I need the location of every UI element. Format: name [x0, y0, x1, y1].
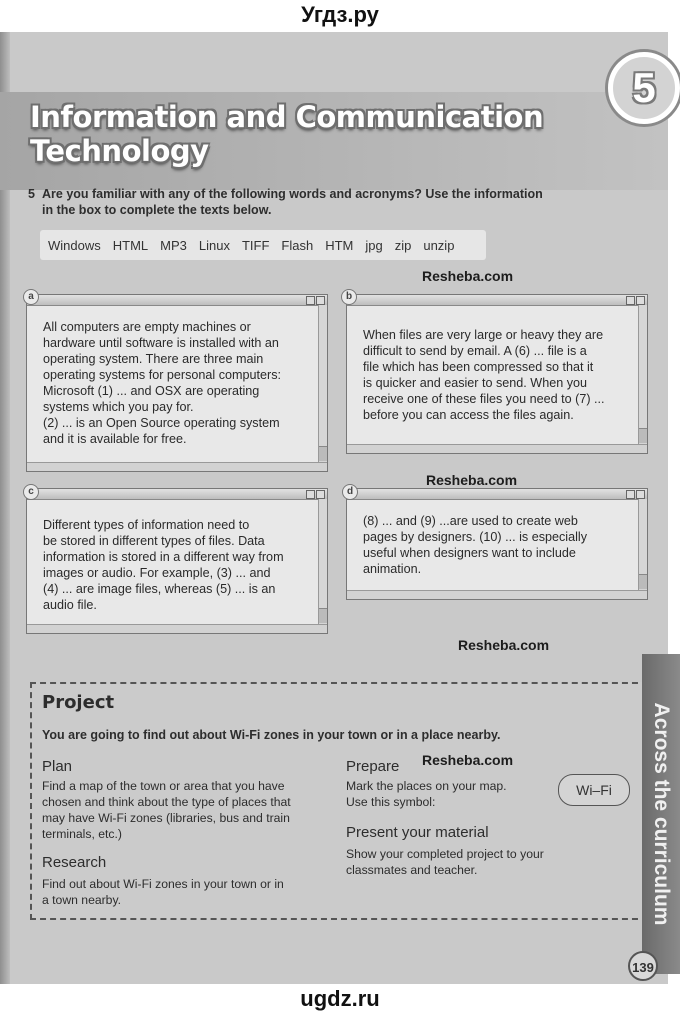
minimize-icon[interactable]: [306, 296, 315, 305]
site-title-bottom: ugdz.ru: [0, 984, 680, 1016]
minimize-icon[interactable]: [626, 296, 635, 305]
word-item: Windows: [48, 237, 101, 253]
window-label: d: [342, 484, 358, 500]
word-item: HTM: [325, 237, 354, 253]
prepare-heading: Prepare: [346, 758, 400, 775]
minimize-icon[interactable]: [626, 490, 635, 499]
plan-text: Find a map of the town or area that you have chosen and think about the type of places that may have Wi-Fi zones (libraries, bus and train terminals, etc.): [42, 779, 291, 841]
present-text: Show your completed project to your classmates and teacher.: [346, 847, 544, 877]
window-status-bar: [27, 624, 327, 633]
text-window-a: [26, 294, 328, 472]
scrollbar[interactable]: [638, 499, 647, 591]
curriculum-side-text: Across the curriculum: [650, 702, 673, 926]
window-title-bar: [347, 295, 647, 306]
page-number: 139: [628, 951, 658, 981]
plan-heading: Plan: [42, 758, 73, 775]
project-intro: You are going to find out about Wi-Fi zones in your town or in a place nearby.: [42, 728, 501, 742]
window-status-bar: [27, 462, 327, 471]
word-box: [40, 230, 486, 260]
text-window-d: [346, 488, 648, 600]
word-item: unzip: [423, 237, 455, 253]
window-title-bar: [27, 295, 327, 306]
word-item: TIFF: [241, 237, 270, 253]
window-label: a: [23, 289, 39, 305]
maximize-icon[interactable]: [636, 296, 645, 305]
watermark: Resheba.com: [422, 268, 514, 284]
scroll-thumb[interactable]: [319, 446, 327, 461]
present-heading: Present your material: [346, 824, 489, 841]
word-item: MP3: [160, 237, 187, 253]
watermark: Resheba.com: [426, 472, 518, 488]
site-title-top: Угдз.ру: [0, 0, 680, 32]
word-item: Linux: [198, 237, 230, 253]
project-box: [30, 682, 648, 920]
minimize-icon[interactable]: [306, 490, 315, 499]
scrollbar[interactable]: [318, 499, 327, 625]
wifi-symbol: Wi–Fi: [558, 774, 630, 806]
word-item: jpg: [365, 237, 383, 253]
window-title-bar: [347, 489, 647, 500]
window-label: c: [23, 484, 39, 500]
window-status-bar: [347, 444, 647, 453]
window-text: Different types of information need to be stored in different types of files. Data information is stored in a different way from images or audio. For example, (3) ... and (4) ... are image files, whereas (5) ... is an audio file.: [43, 518, 284, 612]
maximize-icon[interactable]: [316, 490, 325, 499]
window-text: (8) ... and (9) ...are used to create web pages by designers. (10) ... is especially useful when designers want to include animation.: [363, 514, 588, 576]
window-title-bar: [27, 489, 327, 500]
window-text: All computers are empty machines or hardware until software is installed with an operating system. There are three main operating systems for personal computers: Microsoft (1) ... and OSX are operating systems which you pay for. (2) ... is an Open Source operating system and it is available for free.: [43, 320, 281, 446]
maximize-icon[interactable]: [316, 296, 325, 305]
scroll-thumb[interactable]: [639, 574, 647, 589]
prepare-text: Mark the places on your map. Use this symbol:: [346, 779, 507, 809]
unit-number-badge: 5: [608, 52, 680, 124]
window-status-bar: [347, 590, 647, 599]
task-line-2: in the box to complete the texts below.: [42, 203, 272, 217]
text-window-c: [26, 488, 328, 634]
text-window-b: [346, 294, 648, 454]
watermark: Resheba.com: [458, 637, 550, 653]
window-text: When files are very large or heavy they are difficult to send by email. A (6) ... file is a file which has been compressed so that it is quicker and easier to send. When you receive one of these files you need to (7) ... before you can access the files again.: [363, 328, 605, 422]
scrollbar[interactable]: [318, 305, 327, 463]
task-number: 5: [28, 187, 35, 201]
scrollbar[interactable]: [638, 305, 647, 445]
word-item: Flash: [281, 237, 314, 253]
watermark: Resheba.com: [422, 752, 514, 768]
scroll-thumb[interactable]: [639, 428, 647, 443]
research-text: Find out about Wi-Fi zones in your town or in a town nearby.: [42, 877, 284, 907]
word-item: zip: [394, 237, 412, 253]
window-label: b: [341, 289, 357, 305]
task-instruction: [28, 186, 608, 218]
scroll-thumb[interactable]: [319, 608, 327, 623]
task-line-1: Are you familiar with any of the following words and acronyms? Use the information: [42, 187, 543, 201]
maximize-icon[interactable]: [636, 490, 645, 499]
textbook-page: [0, 32, 673, 984]
unit-title: Information and Communication Technology: [30, 100, 544, 168]
research-heading: Research: [42, 854, 107, 871]
project-title: Project: [42, 692, 115, 713]
word-item: HTML: [112, 237, 149, 253]
